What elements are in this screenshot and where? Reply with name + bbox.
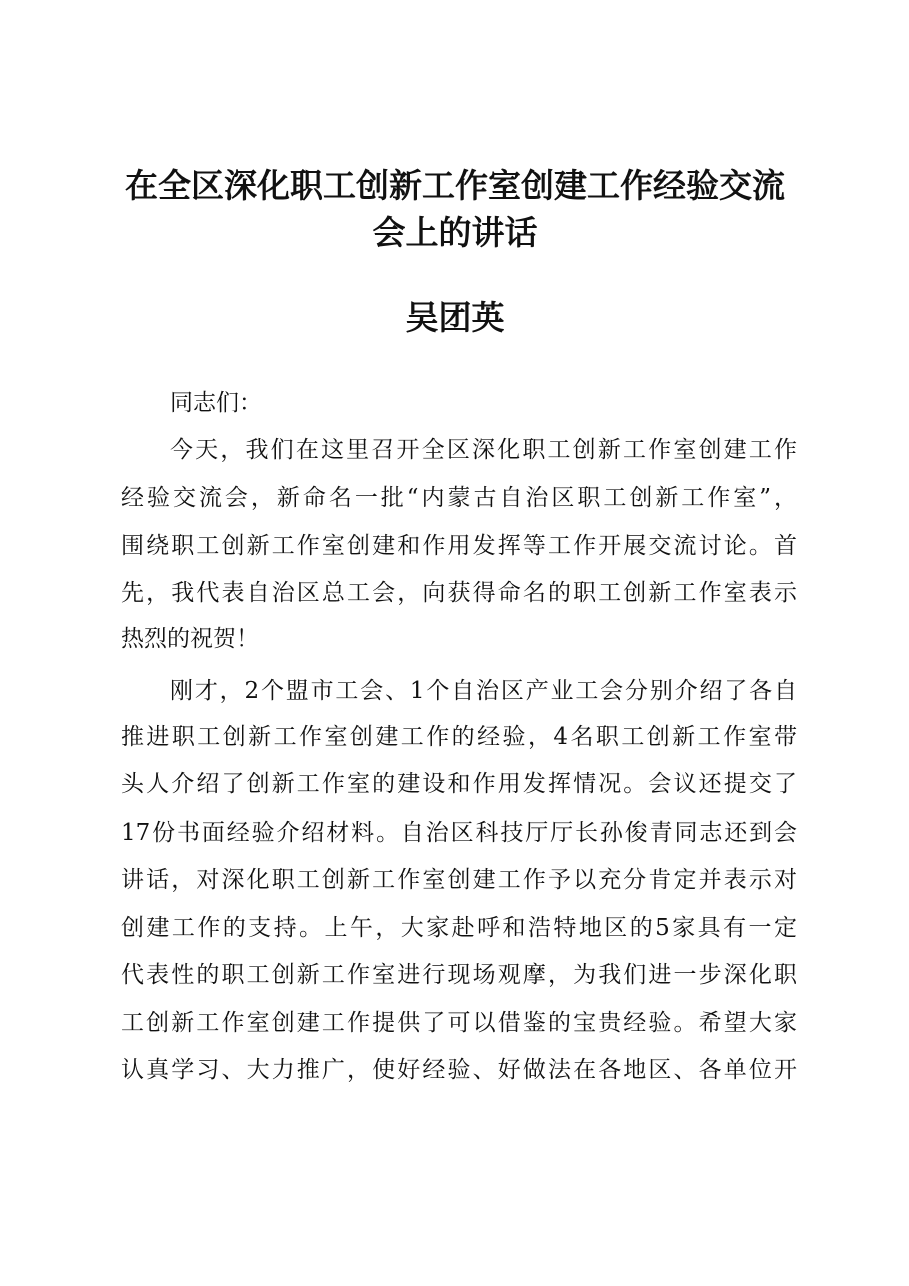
- paragraph-line: 创建工作的支持。上午，大家赴呼和浩特地区的5家具有一定: [121, 915, 797, 941]
- author-name: 吴团英: [405, 298, 505, 337]
- paragraph-line: 头人介绍了创新工作室的建设和作用发挥情况。会议还提交了: [121, 771, 797, 797]
- paragraph-line: 刚才，2个盟市工会、1个自治区产业工会分别介绍了各自: [170, 678, 797, 704]
- paragraph-line: 经验交流会，新命名一批“内蒙古自治区职工创新工作室”，: [121, 485, 797, 511]
- salutation: 同志们：: [170, 390, 262, 416]
- paragraph-line: 工创新工作室创建工作提供了可以借鉴的宝贵经验。希望大家: [121, 1010, 797, 1036]
- document-title-line-2: 会上的讲话: [372, 213, 538, 252]
- paragraph-line: 今天，我们在这里召开全区深化职工创新工作室创建工作: [170, 437, 797, 463]
- document-title-line-1: 在全区深化职工创新工作室创建工作经验交流: [125, 166, 785, 205]
- paragraph-line: 17份书面经验介绍材料。自治区科技厅厅长孙俊青同志还到会: [121, 820, 797, 846]
- paragraph-line: 热烈的祝贺！: [121, 626, 259, 652]
- paragraph-line: 先，我代表自治区总工会，向获得命名的职工创新工作室表示: [121, 580, 797, 606]
- paragraph-line: 代表性的职工创新工作室进行现场观摩，为我们进一步深化职: [121, 962, 797, 988]
- paragraph-line: 认真学习、大力推广，使好经验、好做法在各地区、各单位开: [121, 1057, 797, 1083]
- paragraph-line: 推进职工创新工作室创建工作的经验，4名职工创新工作室带: [121, 724, 797, 750]
- paragraph-line: 围绕职工创新工作室创建和作用发挥等工作开展交流讨论。首: [121, 533, 797, 559]
- paragraph-line: 讲话，对深化职工创新工作室创建工作予以充分肯定并表示对: [121, 867, 797, 893]
